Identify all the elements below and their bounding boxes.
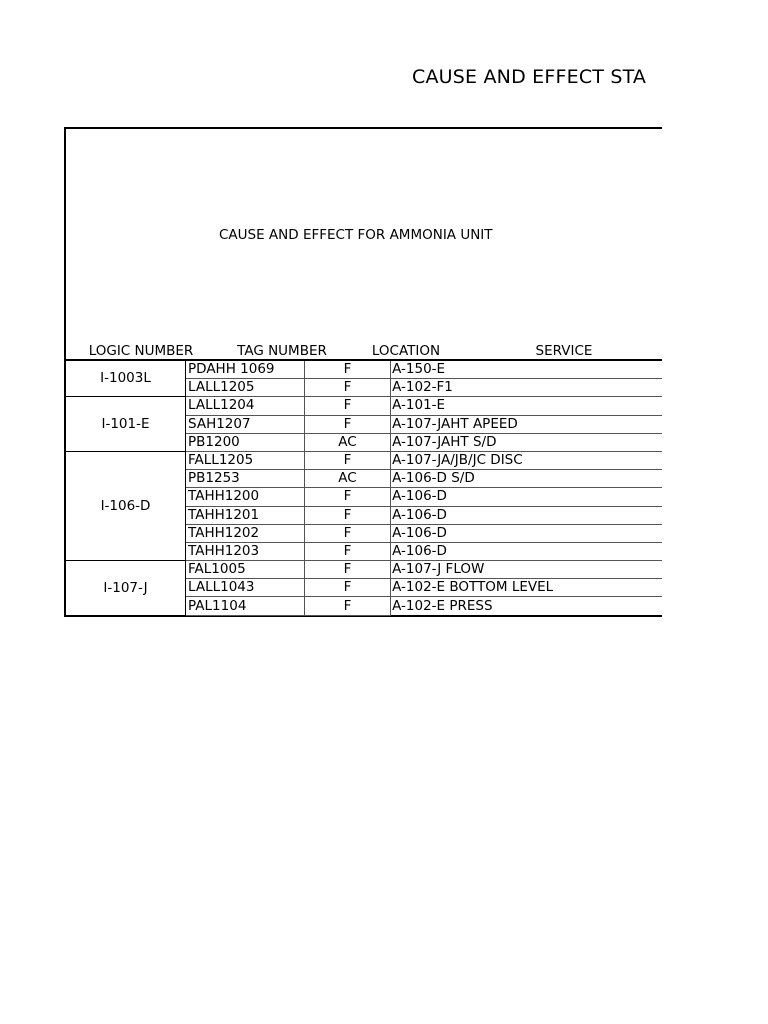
location-cell: F [304,506,390,524]
tag-number-cell: LALL1205 [186,379,305,397]
location-cell: F [304,451,390,469]
location-cell: F [304,579,390,597]
service-cell: A-102-F1 [391,379,662,397]
header-tag-number: TAG NUMBER [237,343,327,359]
logic-number-cell: I-107-J [66,561,186,616]
location-cell: F [304,397,390,415]
tag-number-cell: FAL1005 [186,561,305,579]
location-cell: F [304,524,390,542]
header-location: LOCATION [371,343,441,359]
table-row [66,397,662,415]
table-row [66,561,662,579]
table-subtitle: CAUSE AND EFFECT FOR AMMONIA UNIT [219,227,493,243]
table-row [66,361,662,379]
location-cell: F [304,361,390,379]
service-cell: A-102-E BOTTOM LEVEL [391,579,662,597]
location-cell: F [304,542,390,560]
logic-number-cell: I-1003L [66,361,186,397]
logic-number-cell: I-106-D [66,451,186,560]
tag-number-cell: LALL1204 [186,397,305,415]
logic-number-cell: I-101-E [66,397,186,452]
tag-number-cell: TAHH1203 [186,542,305,560]
cause-effect-table [66,361,662,616]
tag-number-cell: PAL1104 [186,597,305,615]
tag-number-cell: PB1253 [186,470,305,488]
table-row [66,451,662,469]
service-cell: A-107-JA/JB/JC DISC [391,451,662,469]
location-cell: F [304,597,390,615]
tag-number-cell: TAHH1200 [186,488,305,506]
service-cell: A-101-E [391,397,662,415]
tag-number-cell: LALL1043 [186,579,305,597]
service-cell: A-106-D [391,488,662,506]
location-cell: F [304,415,390,433]
service-cell: A-150-E [391,361,662,379]
service-cell: A-107-JAHT S/D [391,433,662,451]
service-cell: A-106-D [391,542,662,560]
service-cell: A-106-D [391,506,662,524]
tag-number-cell: TAHH1201 [186,506,305,524]
service-cell: A-107-J FLOW [391,561,662,579]
location-cell: F [304,379,390,397]
location-cell: AC [304,470,390,488]
tag-number-cell: FALL1205 [186,451,305,469]
location-cell: F [304,488,390,506]
header-service: SERVICE [535,343,593,359]
tag-number-cell: PDAHH 1069 [186,361,305,379]
page-title: CAUSE AND EFFECT STA [412,66,647,88]
header-logic-number: LOGIC NUMBER [88,343,194,359]
tag-number-cell: PB1200 [186,433,305,451]
service-cell: A-106-D [391,524,662,542]
location-cell: AC [304,433,390,451]
service-cell: A-106-D S/D [391,470,662,488]
service-cell: A-102-E PRESS [392,597,493,614]
tag-number-cell: TAHH1202 [186,524,305,542]
tag-number-cell: SAH1207 [186,415,305,433]
location-cell: F [304,561,390,579]
service-cell: A-107-JAHT APEED [391,415,662,433]
